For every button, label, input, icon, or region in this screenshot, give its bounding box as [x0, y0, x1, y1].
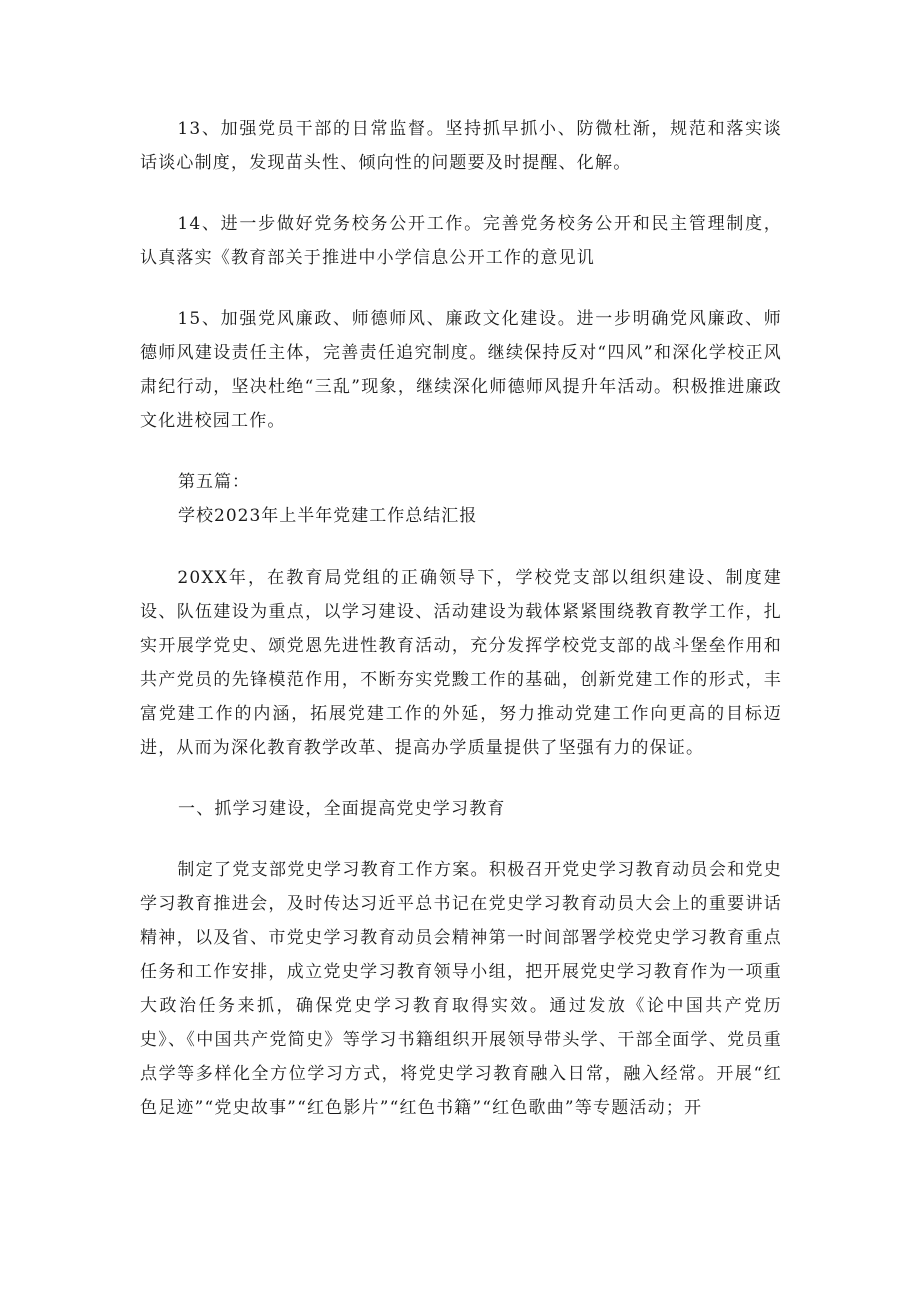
document-page	[140, 112, 782, 1152]
paragraph-15: 15、加强党风廉政、师德师风、廉政文化建设。进一步明确党风廉政、师德师风建设责任主体，完善责任追究制度。继续保持反对“四风”和深化学校正风肃纪行动，坚决杜绝“三乱”现象，继续深化师德师风提升年活动。积极推进廉政文化进校园工作。	[140, 309, 782, 431]
chapter-title: 学校2023年上半年党建工作总结汇报	[178, 506, 478, 526]
section-1-body: 制定了党支部党史学习教育工作方案。积极召开党史学习教育动员会和党史学习教育推进会，及时传达习近平总书记在党史学习教育动员大会上的重要讲话精神，以及省、市党史学习教育动员会精神第一时间部署学校党史学习教育重点任务和工作安排，成立党史学习教育领导小组，把开展党史学习教育作为一项重大政治任务来抓，确保党史学习教育取得实效。通过发放《论中国共产党历史》、《中国共产党简史》等学习书籍组织开展领导带头学、干部全面学、党员重点学等多样化全方位学习方式，将党史学习教育融入日常，融入经常。开展“红色足迹”“党史故事”“红色影片”“红色书籍”“红色歌曲”等专题活动；开	[140, 860, 782, 1118]
intro-paragraph: 20XX年，在教育局党组的正确领导下，学校党支部以组织建设、制度建设、队伍建设为重点，以学习建设、活动建设为载体紧紧围绕教育教学工作，扎实开展学党史、颂党恩先进性教育活动，充分发挥学校党支部的战斗堡垒作用和共产党员的先锋模范作用，不断夯实党黢工作的基础，创新党建工作的形式，丰富党建工作的内涵，拓展党建工作的外延，努力推动党建工作向更高的目标迈进，从而为深化教育教学改革、提高办学质量提供了坚强有力的保证。	[140, 568, 782, 758]
paragraph-14: 14、进一步做好党务校务公开工作。完善党务校务公开和民主管理制度，认真落实《教育部关于推进中小学信息公开工作的意见讥	[140, 214, 782, 268]
paragraph-13: 13、加强党员干部的日常监督。坚持抓早抓小、防微杜渐，规范和落实谈话谈心制度，发现苗头性、倾向性的问题要及时提醒、化解。	[140, 119, 782, 173]
chapter-label: 第五篇：	[178, 472, 250, 492]
chapter-heading	[140, 465, 782, 533]
section-1-heading: 一、抓学习建设，全面提高党史学习教育	[178, 799, 506, 819]
